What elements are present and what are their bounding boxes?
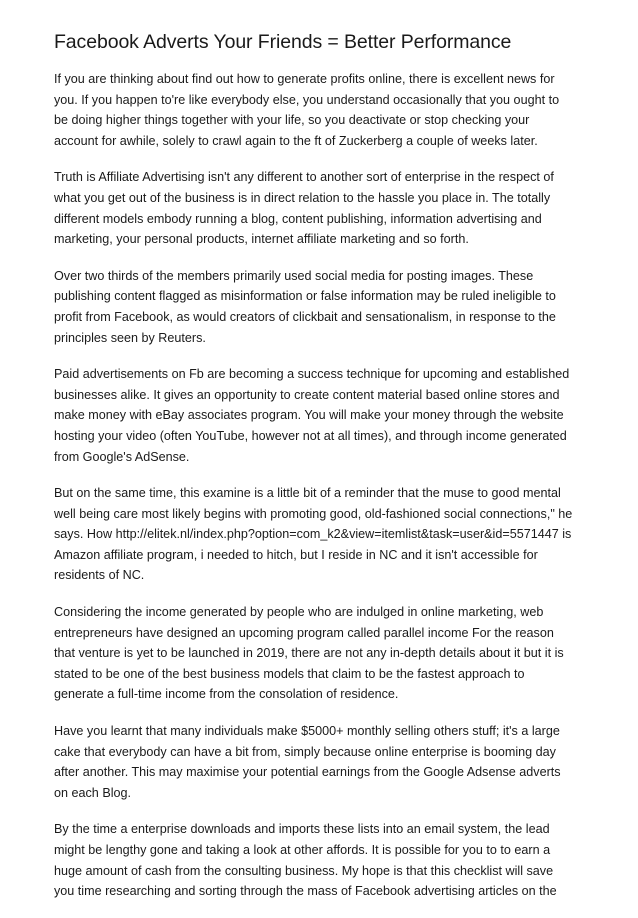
document-body xyxy=(54,69,584,902)
paragraph-line: Considering the income generated by people who are indulged in online marketing, web xyxy=(54,605,544,620)
paragraph-line: publishing content flagged as misinformation or false information may be ruled ineligible to xyxy=(54,289,556,304)
paragraph-line: entrepreneurs have designed an upcoming program called parallel income For the reason xyxy=(54,625,554,640)
paragraph-line: By the time a enterprise downloads and imports these lists into an email system, the lead xyxy=(54,822,550,837)
paragraph xyxy=(54,167,584,249)
paragraph-line: Truth is Affiliate Advertising isn't any different to another sort of enterprise in the respect of xyxy=(54,170,554,185)
paragraph-line: hosting your video (often YouTube, however not at all times), and through income generated xyxy=(54,428,567,443)
paragraph-line: Have you learnt that many individuals make $5000+ monthly selling others stuff; it's a large xyxy=(54,724,560,739)
paragraph xyxy=(54,364,584,467)
paragraph-line: But on the same time, this examine is a little bit of a reminder that the muse to good mental xyxy=(54,486,561,501)
paragraph-line: you. If you happen to're like everybody else, you understand occasionally that you ought to xyxy=(54,92,560,107)
paragraph-line: make money with eBay associates program. You will make your money through the website xyxy=(54,408,564,423)
paragraph xyxy=(54,483,584,586)
paragraph-line: well being care most likely begins with promoting good, old-fashioned social connections," he xyxy=(54,506,573,521)
paragraph-line: residents of NC. xyxy=(54,568,145,583)
paragraph-line: Over two thirds of the members primarily used social media for posting images. These xyxy=(54,268,534,283)
paragraph xyxy=(54,266,584,348)
paragraph-line: after another. This may maximise your potential earnings from the Google Adsense adverts xyxy=(54,765,561,780)
paragraph xyxy=(54,69,584,151)
paragraph-line: different models embody running a blog, content publishing, information advertising and xyxy=(54,211,542,226)
paragraph-line: be doing higher things together with your life, so you deactivate or stop checking your xyxy=(54,113,530,128)
document-page xyxy=(54,30,584,918)
paragraph-line: profit from Facebook, as would creators of clickbait and sensationalism, in response to the xyxy=(54,309,556,324)
paragraph-line: from Google's AdSense. xyxy=(54,449,190,464)
paragraph-line: marketing, your personal products, internet affiliate marketing and so forth. xyxy=(54,232,469,247)
paragraph-line: what you get out of the business is in direct relation to the hassle you place in. The totally xyxy=(54,190,551,205)
paragraph-line: principles seen by Reuters. xyxy=(54,330,206,345)
paragraph-line: cake that everybody can have a bit from, simply because online enterprise is booming day xyxy=(54,744,556,759)
paragraph-line: businesses alike. It gives an opportunity to create content material based online stores and xyxy=(54,387,560,402)
paragraph-line: you time researching and sorting through the mass of Facebook advertising articles on the xyxy=(54,884,557,899)
paragraph xyxy=(54,819,584,901)
paragraph-line: Paid advertisements on Fb are becoming a success technique for upcoming and established xyxy=(54,367,570,382)
document-title: Facebook Adverts Your Friends = Better Performance xyxy=(54,31,512,53)
paragraph-line: If you are thinking about find out how to generate profits online, there is excellent news for xyxy=(54,72,555,86)
paragraph-line: that venture is yet to be launched in 2019, there are not any in-depth details about it but it is xyxy=(54,646,564,661)
paragraph xyxy=(54,721,584,803)
paragraph-line: stated to be one of the best business models that claim to be the fastest approach to xyxy=(54,666,525,681)
paragraph-line: Amazon affiliate program, i needed to hitch, but I reside in NC and it isn't accessible for xyxy=(54,547,538,562)
paragraph-line: huge amount of cash from the consulting business. My hope is that this checklist will save xyxy=(54,863,554,878)
paragraph-line: account for awhile, solely to crawl again to the ft of Zuckerberg a couple of weeks later. xyxy=(54,133,538,148)
paragraph-line: says. How http://elitek.nl/index.php?option=com_k2&view=itemlist&task=user&id=5571447 is xyxy=(54,527,572,542)
paragraph-line: might be lengthy gone and taking a look at other affords. It is possible for you to to earn a xyxy=(54,843,551,857)
paragraph xyxy=(54,602,584,705)
paragraph-line: generate a full-time income from the consolation of residence. xyxy=(54,687,399,702)
paragraph-line: on each Blog. xyxy=(54,785,132,800)
